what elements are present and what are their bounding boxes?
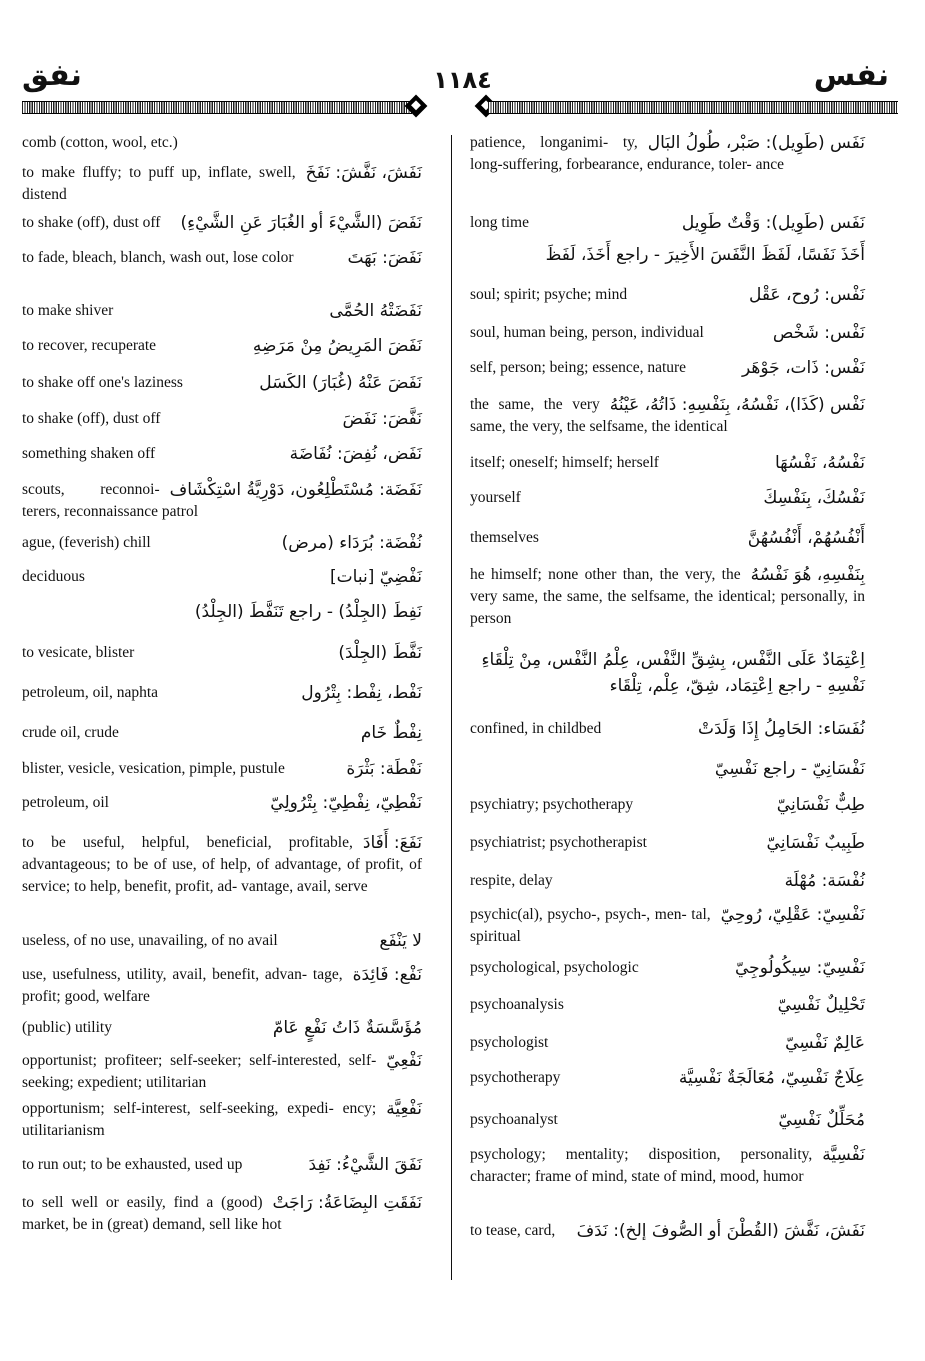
arabic-headword: نَفْعِيّ: [386, 1051, 422, 1071]
english-definition: psychotherapy: [470, 1069, 561, 1086]
arabic-headword: نَفْس: رُوح، عَقْل: [748, 285, 865, 305]
arabic-headword: نَفْضِيّ [نبات]: [330, 567, 422, 587]
arabic-headword: نَفَضَ عَنْهُ (غُبَارَ) الكَسَل: [259, 373, 422, 393]
dictionary-entry: [470, 212, 865, 234]
english-definition: psychiatrist; psychotherapist: [470, 834, 647, 851]
dictionary-entry: [470, 904, 865, 948]
arabic-headword: طِبٌّ نَفْسَانِيّ: [776, 795, 865, 815]
arabic-headword: نَفْسُكَ، بِنَفْسِكَ: [763, 488, 865, 508]
dictionary-entry: [22, 1098, 422, 1142]
arabic-headword: نُفَسَاء: الحَامِلُ إِذَا وَلَدَتْ: [698, 719, 865, 739]
arabic-headword: نَفَشَ، نَفَّشَ (القُطْنَ أو الصُّوفَ إلخ): نَدَفَ: [576, 1221, 865, 1241]
english-definition: to vesicate, blister: [22, 644, 135, 661]
arabic-headword: نَفْطَة: بَثْرَة: [346, 759, 422, 779]
dictionary-entry: [470, 242, 865, 268]
dictionary-entry: [22, 758, 422, 780]
english-definition: he himself; none other than, the very, the very same, the same, the selfsame, the identical; personally, in person: [470, 566, 865, 627]
arabic-headword: نَفَض، نُفِضَ: نُفَاضَة: [289, 444, 422, 464]
english-definition: psychologist: [470, 1034, 549, 1051]
english-definition: scouts, reconnoi- terers, reconnaissance patrol: [22, 481, 199, 520]
dictionary-entry: [470, 132, 865, 176]
arabic-headword: نَفَضَتْهُ الحُمَّى: [329, 301, 422, 321]
dictionary-entry: [470, 870, 865, 892]
dictionary-entry: [470, 647, 865, 699]
dictionary-entry: [22, 1154, 422, 1176]
arabic-cross-reference: اِعْتِمَادٌ عَلَى النَّفْس، بِشِقِّ النَّفْس، عِلْمُ النَّفْس، مِنْ تِلْقَاءِ نَفْسِهِ - راجع اِعْتِمَاد، شِقّ، عِلْم، تِلْقَاء: [481, 650, 865, 696]
english-definition: psychological, psychologic: [470, 959, 639, 976]
arabic-headword: بِنَفْسِهِ، هُوَ نَفْسُهُ: [750, 565, 865, 585]
header-guide-word-right: نفس: [813, 58, 889, 93]
dictionary-entry: [470, 994, 865, 1016]
arabic-cross-reference: نَفْسَانِيّ - راجع نَفْسِيّ: [714, 759, 865, 779]
english-definition: itself; oneself; himself; herself: [470, 454, 659, 471]
dictionary-entry: [22, 132, 422, 154]
english-definition: use, usefulness, utility, avail, benefit, advan- tage, profit; good, welfare: [22, 966, 343, 1005]
dictionary-entry: [470, 284, 865, 306]
english-definition: psychic(al), psycho-, psych-, men- tal, spiritual: [470, 906, 711, 945]
arabic-headword: أَنْفُسُهُمْ، أَنْفُسُهُنَّ: [747, 528, 865, 548]
dictionary-entry: [22, 964, 422, 1008]
english-definition: yourself: [470, 489, 521, 506]
dictionary-entry: [470, 322, 865, 344]
dictionary-entry: [470, 957, 865, 979]
dictionary-entry: [470, 394, 865, 438]
english-definition: crude oil, crude: [22, 724, 119, 741]
arabic-headword: نُفْسَة: مُهْلَة: [784, 871, 865, 891]
dictionary-entry: [22, 479, 422, 523]
english-definition: psychology; mentality; disposition, personality, character; frame of mind, state of mind, mood, humor: [470, 1146, 813, 1185]
dictionary-entry: [22, 832, 422, 898]
arabic-headword: نَفَس (طَوِيل): وَقْتٌ طَوِيل: [681, 213, 865, 233]
english-definition: to recover, recuperate: [22, 337, 157, 354]
english-definition: soul, human being, person, individual: [470, 324, 704, 341]
arabic-headword: نِفْطٌ خَام: [360, 723, 422, 743]
arabic-headword: نَفْس (كَذَا)، نَفْسُهُ، بِنَفْسِهِ: ذَاتُهُ، عَيْنُهُ: [609, 395, 865, 415]
dictionary-entry: [22, 930, 422, 952]
english-definition: psychiatry; psychotherapy: [470, 796, 634, 813]
dictionary-entry: [470, 487, 865, 509]
english-definition: long time: [470, 214, 529, 231]
dictionary-entry: [22, 722, 422, 744]
dictionary-entry: [470, 357, 865, 379]
english-definition: to shake off one's laziness: [22, 374, 183, 391]
dictionary-entry: [22, 642, 422, 664]
dictionary-entry: [470, 527, 865, 549]
english-definition: to fade, bleach, blanch, wash out, lose color: [22, 249, 294, 266]
arabic-headword: نَفَقَتِ البِضَاعَةُ: رَاجَتْ: [272, 1193, 422, 1213]
arabic-cross-reference: نَفِطَ (الجِلْدُ) - راجع تَنَفَّطَ (الجِلْدُ): [194, 602, 422, 622]
dictionary-entry: [470, 1067, 865, 1089]
english-definition: to sell well or easily, find a (good) market, be in (great) demand, sell like hot: [22, 1194, 282, 1233]
page-number: ١١٨٤: [433, 66, 492, 94]
dictionary-entry: [22, 162, 422, 206]
dictionary-entry: [22, 1017, 422, 1039]
english-definition: to be useful, helpful, beneficial, profitable, advantageous; to be of use, of help, of advantage, of profit, of service; to help, benefit, profit, ad- vantage, avail, serve: [22, 834, 422, 895]
dictionary-entry: [22, 566, 422, 588]
arabic-headword: نَفْسِيّ: عَقْلِيّ، رُوحِيّ: [720, 905, 865, 925]
english-definition: patience, longanimi- ty, long-suffering, forbearance, endurance, toler- ance: [470, 134, 784, 173]
english-definition: petroleum, oil: [22, 794, 109, 811]
english-definition: blister, vesicle, vesication, pimple, pustule: [22, 760, 285, 777]
dictionary-entry: [470, 1109, 865, 1131]
english-definition: to run out; to be exhausted, used up: [22, 1156, 243, 1173]
dictionary-entry: [470, 1220, 865, 1242]
arabic-headword: عَالِمٌ نَفْسِيّ: [785, 1033, 865, 1053]
dictionary-entry: [22, 372, 422, 394]
arabic-headword: نَفَضَة: مُسْتَطْلِعُون، دَوْرِيَّةُ اسْتِكْشَاف: [169, 480, 422, 500]
arabic-headword: مُحَلِّلٌ نَفْسِيّ: [778, 1110, 865, 1130]
english-definition: opportunist; profiteer; self-seeker; self-interested, self-seeking; expedient; utilitarian: [22, 1052, 377, 1091]
english-definition: self, person; being; essence, nature: [470, 359, 687, 376]
english-definition: psychoanalysis: [470, 996, 564, 1013]
header-rule-right: [488, 101, 898, 114]
english-definition: petroleum, oil, naphta: [22, 684, 159, 701]
arabic-headword: لا يَنْفَع: [379, 931, 422, 951]
dictionary-entry: [22, 212, 422, 234]
arabic-headword: تَحْلِيلٌ نَفْسِيّ: [777, 995, 865, 1015]
arabic-headword: نَفْعِيَّة: [386, 1099, 422, 1119]
english-definition: psychoanalyst: [470, 1111, 558, 1128]
dictionary-entry: [470, 832, 865, 854]
arabic-headword: نَفْس: ذَات، جَوْهَر: [742, 358, 865, 378]
column-divider: [451, 135, 452, 1280]
arabic-headword: طَبِيبٌ نَفْسَانِيّ: [766, 833, 865, 853]
dictionary-entry: [22, 300, 422, 322]
english-definition: respite, delay: [470, 872, 553, 889]
english-definition: something shaken off: [22, 445, 156, 462]
dictionary-entry: [470, 756, 865, 782]
arabic-headword: نَفْع: فَائِدَة: [352, 965, 422, 985]
english-definition: to shake (off), dust off: [22, 214, 161, 231]
english-definition: the same, the very same, the very, the selfsame, the identical: [470, 396, 728, 435]
dictionary-entry: [22, 443, 422, 465]
arabic-headword: نَفْسُهُ، نَفْسُهَا: [774, 453, 865, 473]
english-definition: opportunism; self-interest, self-seeking, expedi- ency; utilitarianism: [22, 1100, 377, 1139]
arabic-headword: نَفْسِيَّة: [822, 1145, 865, 1165]
arabic-headword: نَفْسِيّ: سِيكُولُوجِيّ: [735, 958, 865, 978]
dictionary-entry: [22, 408, 422, 430]
english-definition: deciduous: [22, 568, 85, 585]
english-definition: themselves: [470, 529, 539, 546]
arabic-headword: نَفَشَ، نَفَّشَ: نَفَخَ: [305, 163, 422, 183]
english-definition: to shake (off), dust off: [22, 410, 161, 427]
arabic-headword: نَفَقَ الشَّيْءُ: نَفِدَ: [308, 1155, 422, 1175]
header-rule-left: [22, 101, 412, 114]
arabic-cross-reference: أَخَذَ نَفَسًا، لَفَظَ النَّفَسَ الأَخِيرَ - راجع أَخَذَ، لَفَظَ: [545, 245, 865, 265]
arabic-headword: نُفْضَة: بُرَدَاء (مرض): [281, 533, 422, 553]
dictionary-entry: [22, 792, 422, 814]
arabic-headword: عِلَاجٌ نَفْسِيّ، مُعَالَجَةٌ نَفْسِيَّة: [678, 1068, 865, 1088]
english-definition: useless, of no use, unavailing, of no avail: [22, 932, 278, 949]
dictionary-entry: [22, 335, 422, 357]
arabic-headword: نَفَضَ المَرِيضُ مِنْ مَرَضِهِ: [252, 336, 422, 356]
arabic-headword: نَفْط، نِفْط: بِتْرُول: [301, 683, 422, 703]
header-guide-word-left: نفق: [22, 58, 82, 93]
dictionary-entry: [470, 1144, 865, 1188]
dictionary-entry: [22, 599, 422, 625]
dictionary-entry: [22, 532, 422, 554]
arabic-headword: نَفَّضَ: نَفَضَ: [342, 409, 422, 429]
english-definition: confined, in childbed: [470, 720, 602, 737]
english-definition: ague, (feverish) chill: [22, 534, 151, 551]
arabic-headword: نَفَضَ: بَهَتَ: [347, 248, 422, 268]
english-definition: soul; spirit; psyche; mind: [470, 286, 628, 303]
dictionary-entry: [470, 718, 865, 740]
arabic-headword: نَفَعَ: أَفَادَ: [362, 833, 422, 853]
english-definition: to tease, card,: [470, 1222, 556, 1239]
english-definition: to make shiver: [22, 302, 114, 319]
arabic-headword: نَفَضَ (الشَّيْءَ أو الغُبَارَ عَنِ الشَّيْءِ): [180, 213, 422, 233]
dictionary-entry: [470, 794, 865, 816]
arabic-headword: نَفَس (طَوِيل): صَبْر، طُولُ البَال: [647, 133, 865, 153]
dictionary-entry: [470, 1032, 865, 1054]
arabic-headword: نَفَّطَ (الجِلْدَ): [338, 643, 422, 663]
dictionary-entry: [22, 247, 422, 269]
english-definition: to make fluffy; to puff up, inflate, swell, distend: [22, 164, 296, 203]
dictionary-entry: [22, 1050, 422, 1094]
english-definition: (public) utility: [22, 1019, 112, 1036]
dictionary-entry: [22, 682, 422, 704]
arabic-headword: مُؤَسَّسَةٌ ذَاتُ نَفْعٍ عَامّ: [272, 1018, 422, 1038]
dictionary-entry: [22, 1192, 422, 1236]
dictionary-entry: [470, 452, 865, 474]
english-definition: comb (cotton, wool, etc.): [22, 134, 178, 151]
arabic-headword: نَفْطِيّ، نِفْطِيّ: بِتْرُولِيّ: [270, 793, 422, 813]
arabic-headword: نَفْس: شَخْص: [772, 323, 865, 343]
dictionary-entry: [470, 564, 865, 630]
